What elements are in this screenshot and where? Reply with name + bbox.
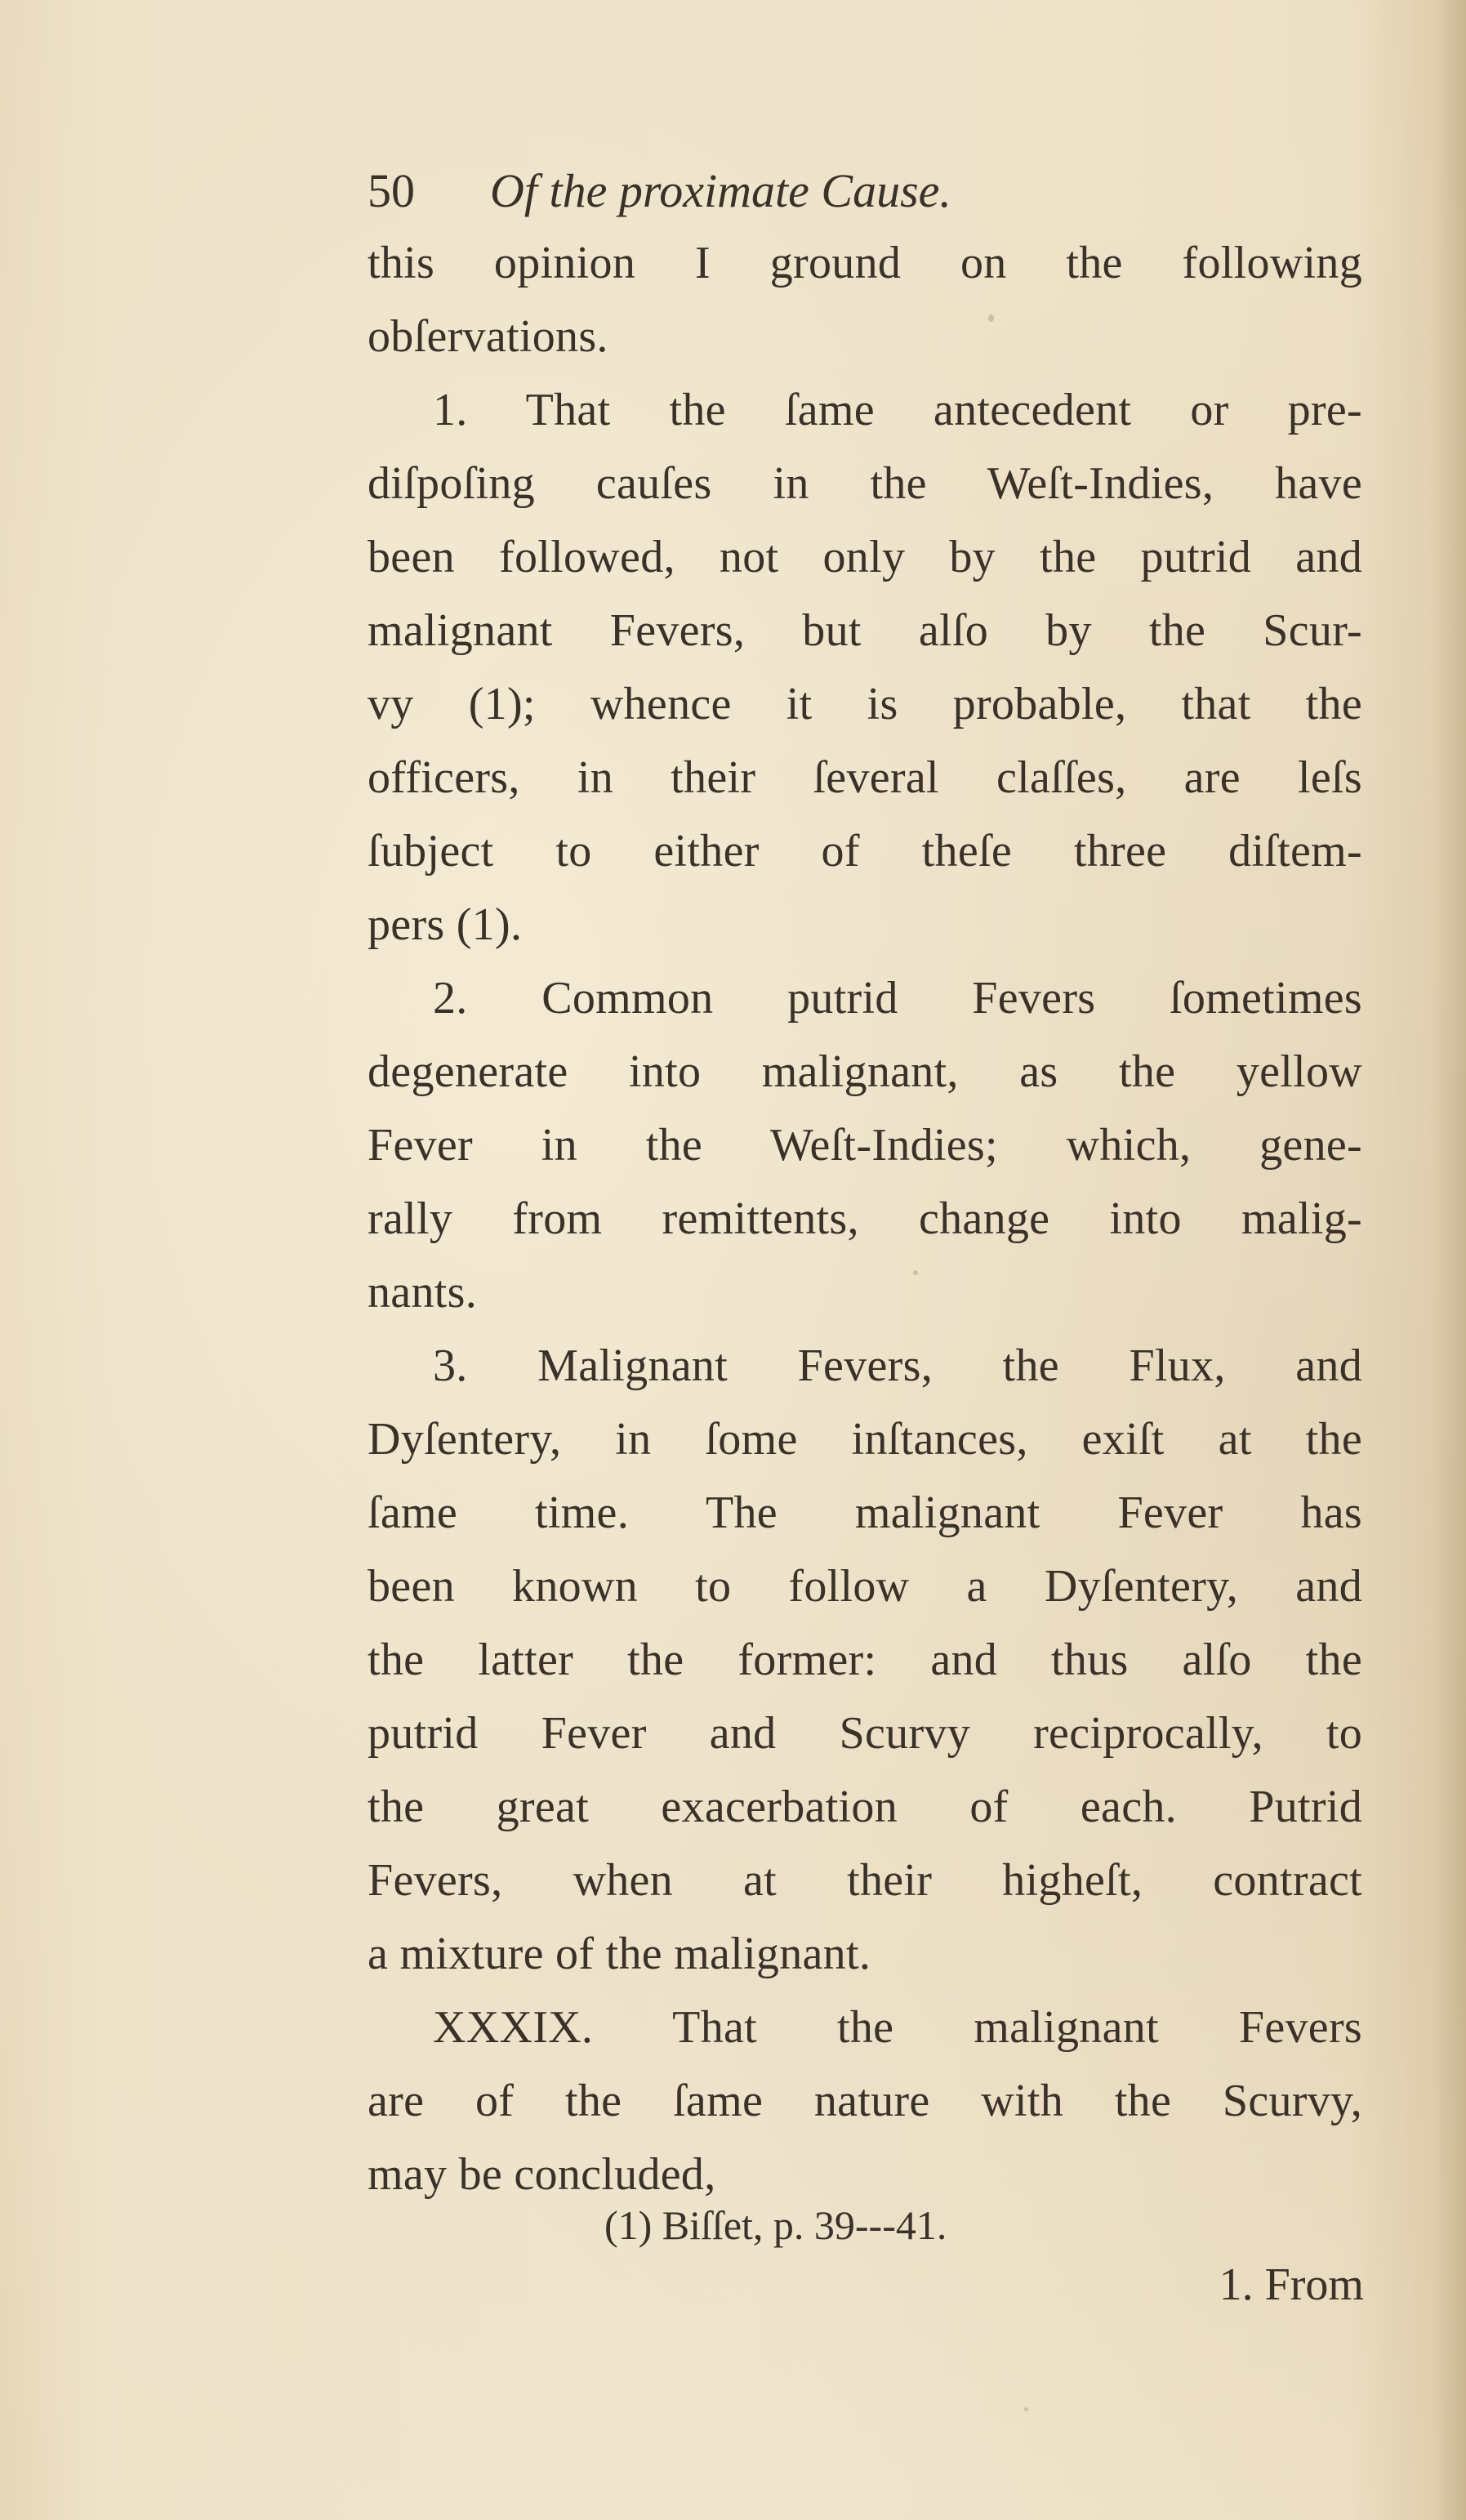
text-line: Fevers, when at their higheſt, contract bbox=[368, 1855, 1362, 1906]
ink-spot bbox=[913, 1270, 918, 1275]
text-line: ſubject to either of theſe three diſtem- bbox=[368, 826, 1362, 876]
text-line: rally from remittents, change into malig- bbox=[368, 1193, 1362, 1244]
running-head bbox=[368, 163, 951, 218]
ink-spot bbox=[1024, 2407, 1028, 2411]
page-edge-shadow bbox=[1433, 0, 1466, 2520]
footnote: (1) Biſſet, p. 39---41. bbox=[604, 2202, 947, 2248]
text-line: been followed, not only by the putrid and bbox=[368, 532, 1362, 582]
text-line: obſervations. bbox=[368, 311, 608, 362]
catchword: 1. From bbox=[1219, 2259, 1364, 2310]
text-line: Dyſentery, in ſome inſtances, exiſt at the bbox=[368, 1414, 1362, 1465]
ink-spot bbox=[988, 314, 994, 322]
text-line: ſame time. The malignant Fever has bbox=[368, 1487, 1362, 1538]
text-line: been known to follow a Dyſentery, and bbox=[368, 1561, 1362, 1612]
page-number: 50 bbox=[368, 164, 415, 217]
text-line: officers, in their ſeveral claſſes, are leſs bbox=[368, 752, 1362, 803]
text-line: 2. Common putrid Fevers ſometimes bbox=[433, 973, 1362, 1024]
text-line: 3. Malignant Fevers, the Flux, and bbox=[433, 1340, 1362, 1391]
text-line: Fever in the Weſt-Indies; which, gene- bbox=[368, 1120, 1362, 1171]
text-line: pers (1). bbox=[368, 899, 523, 950]
text-line: 1. That the ſame antecedent or pre- bbox=[433, 385, 1362, 435]
text-line: vy (1); whence it is probable, that the bbox=[368, 679, 1362, 729]
text-line: XXXIX. That the malignant Fevers bbox=[433, 2002, 1362, 2053]
text-line: malignant Fevers, but alſo by the Scur- bbox=[368, 605, 1362, 656]
text-line: this opinion I ground on the following bbox=[368, 238, 1362, 288]
text-line: are of the ſame nature with the Scurvy, bbox=[368, 2076, 1362, 2126]
text-line: putrid Fever and Scurvy reciprocally, to bbox=[368, 1708, 1362, 1759]
running-head-title: Of the proximate Cause. bbox=[490, 164, 951, 217]
text-line: the great exacerbation of each. Putrid bbox=[368, 1782, 1362, 1832]
text-line: the latter the former: and thus alſo the bbox=[368, 1635, 1362, 1685]
text-line: degenerate into malignant, as the yellow bbox=[368, 1046, 1362, 1097]
text-line: diſpoſing cauſes in the Weſt-Indies, have bbox=[368, 458, 1362, 509]
text-line: a mixture of the malignant. bbox=[368, 1929, 871, 1979]
text-line: may be concluded, bbox=[368, 2149, 716, 2200]
text-line: nants. bbox=[368, 1267, 478, 1318]
